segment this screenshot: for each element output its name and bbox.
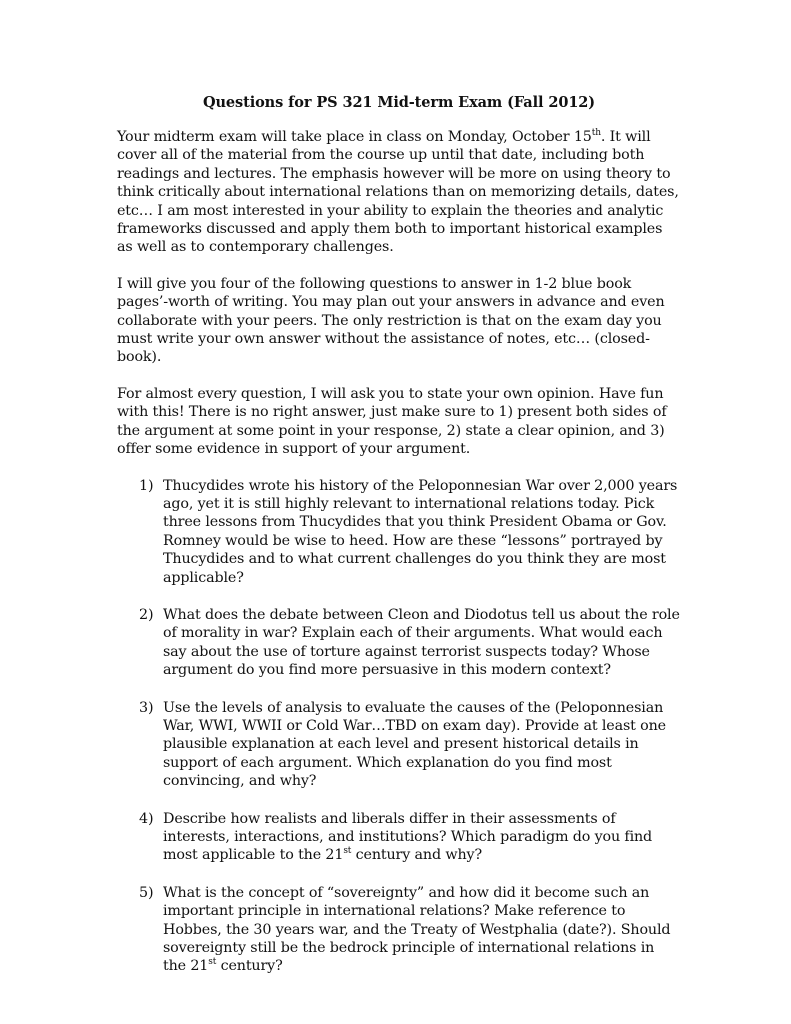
exam-document [117, 94, 681, 995]
question-text: What does the debate between Cleon and Diodotus tell us about the role of morality in war? Explain each of their arguments. What would each say about the use of torture against terrorist suspects today? Whose argument do you find more persuasive in this modern context? [163, 606, 680, 679]
intro-text-start: Your midterm exam will take place in class on Monday, October 15 [117, 129, 592, 145]
question-number: 2) [139, 606, 154, 623]
question-text: Thucydides wrote his history of the Peloponnesian War over 2,000 years ago, yet it is still highly relevant to international relations today. Pick three lessons from Thucydides that you think President Obama or Gov. Romney would be wise to heed. How are these “lessons” portrayed by Thucydides and to what current challenges do you think they are most applicable? [163, 477, 678, 586]
instructions-paragraph: I will give you four of the following questions to answer in 1-2 blue book pages’-worth of writing. You may plan out your answers in advance and even collaborate with your peers. The only restriction is that on the exam day you must write your own answer without the assistance of notes, etc… (closed-book). [117, 275, 665, 366]
question-text: Use the levels of analysis to evaluate the causes of the (Peloponnesian War, WWI, WWII or Cold War…TBD on exam day). Provide at least one plausible explanation at each level and present historical details in support of each argument. Which explanation do you find most convincing, and why? [163, 699, 666, 790]
question-list [139, 477, 681, 976]
ordinal-suffix: st [343, 846, 352, 857]
question-item [139, 810, 681, 865]
question-number: 1) [139, 477, 154, 494]
intro-ordinal-suffix: th [591, 128, 601, 139]
intro-text-end: . It will cover all of the material from the course up until that date, including both readings and lectures. The emphasis however will be more on using theory to think critically about international relations than on memorizing details, dates, etc… I am most interested in your ability to explain the theories and analytic frameworks discussed and apply them both to important historical examples as well as to contemporary challenges. [117, 129, 679, 256]
question-text-start: Describe how realists and liberals differ in their assessments of interests, interactions, and institutions? Which paradigm do you find most applicable to the 21 [163, 810, 653, 864]
question-item [139, 477, 681, 587]
document-title: Questions for PS 321 Mid-term Exam (Fall 2012) [202, 94, 596, 111]
question-text-start: What is the concept of “sovereignty” and how did it become such an important principle in international relations? Make reference to Hobbes, the 30 years war, and the Treaty of Westphalia (date?). Should sovereignty still be the bedrock principle of international relations in the 21 [163, 884, 671, 975]
question-text [163, 884, 681, 976]
question-number: 4) [139, 810, 154, 827]
question-item [139, 884, 681, 976]
question-item [139, 606, 681, 680]
question-number: 3) [139, 699, 154, 716]
question-item [139, 699, 681, 791]
question-text [163, 810, 681, 865]
question-text-end: century and why? [351, 847, 482, 864]
question-number: 5) [139, 884, 154, 901]
question-text-end: century? [216, 958, 283, 975]
ordinal-suffix: st [208, 957, 217, 968]
opinion-paragraph: For almost every question, I will ask you to state your own opinion. Have fun with this! There is no right answer, just make sure to 1) present both sides of the argument at some point in your response, 2) state a clear opinion, and 3) offer some evidence in support of your argument. [117, 385, 667, 458]
intro-paragraph [117, 128, 681, 257]
